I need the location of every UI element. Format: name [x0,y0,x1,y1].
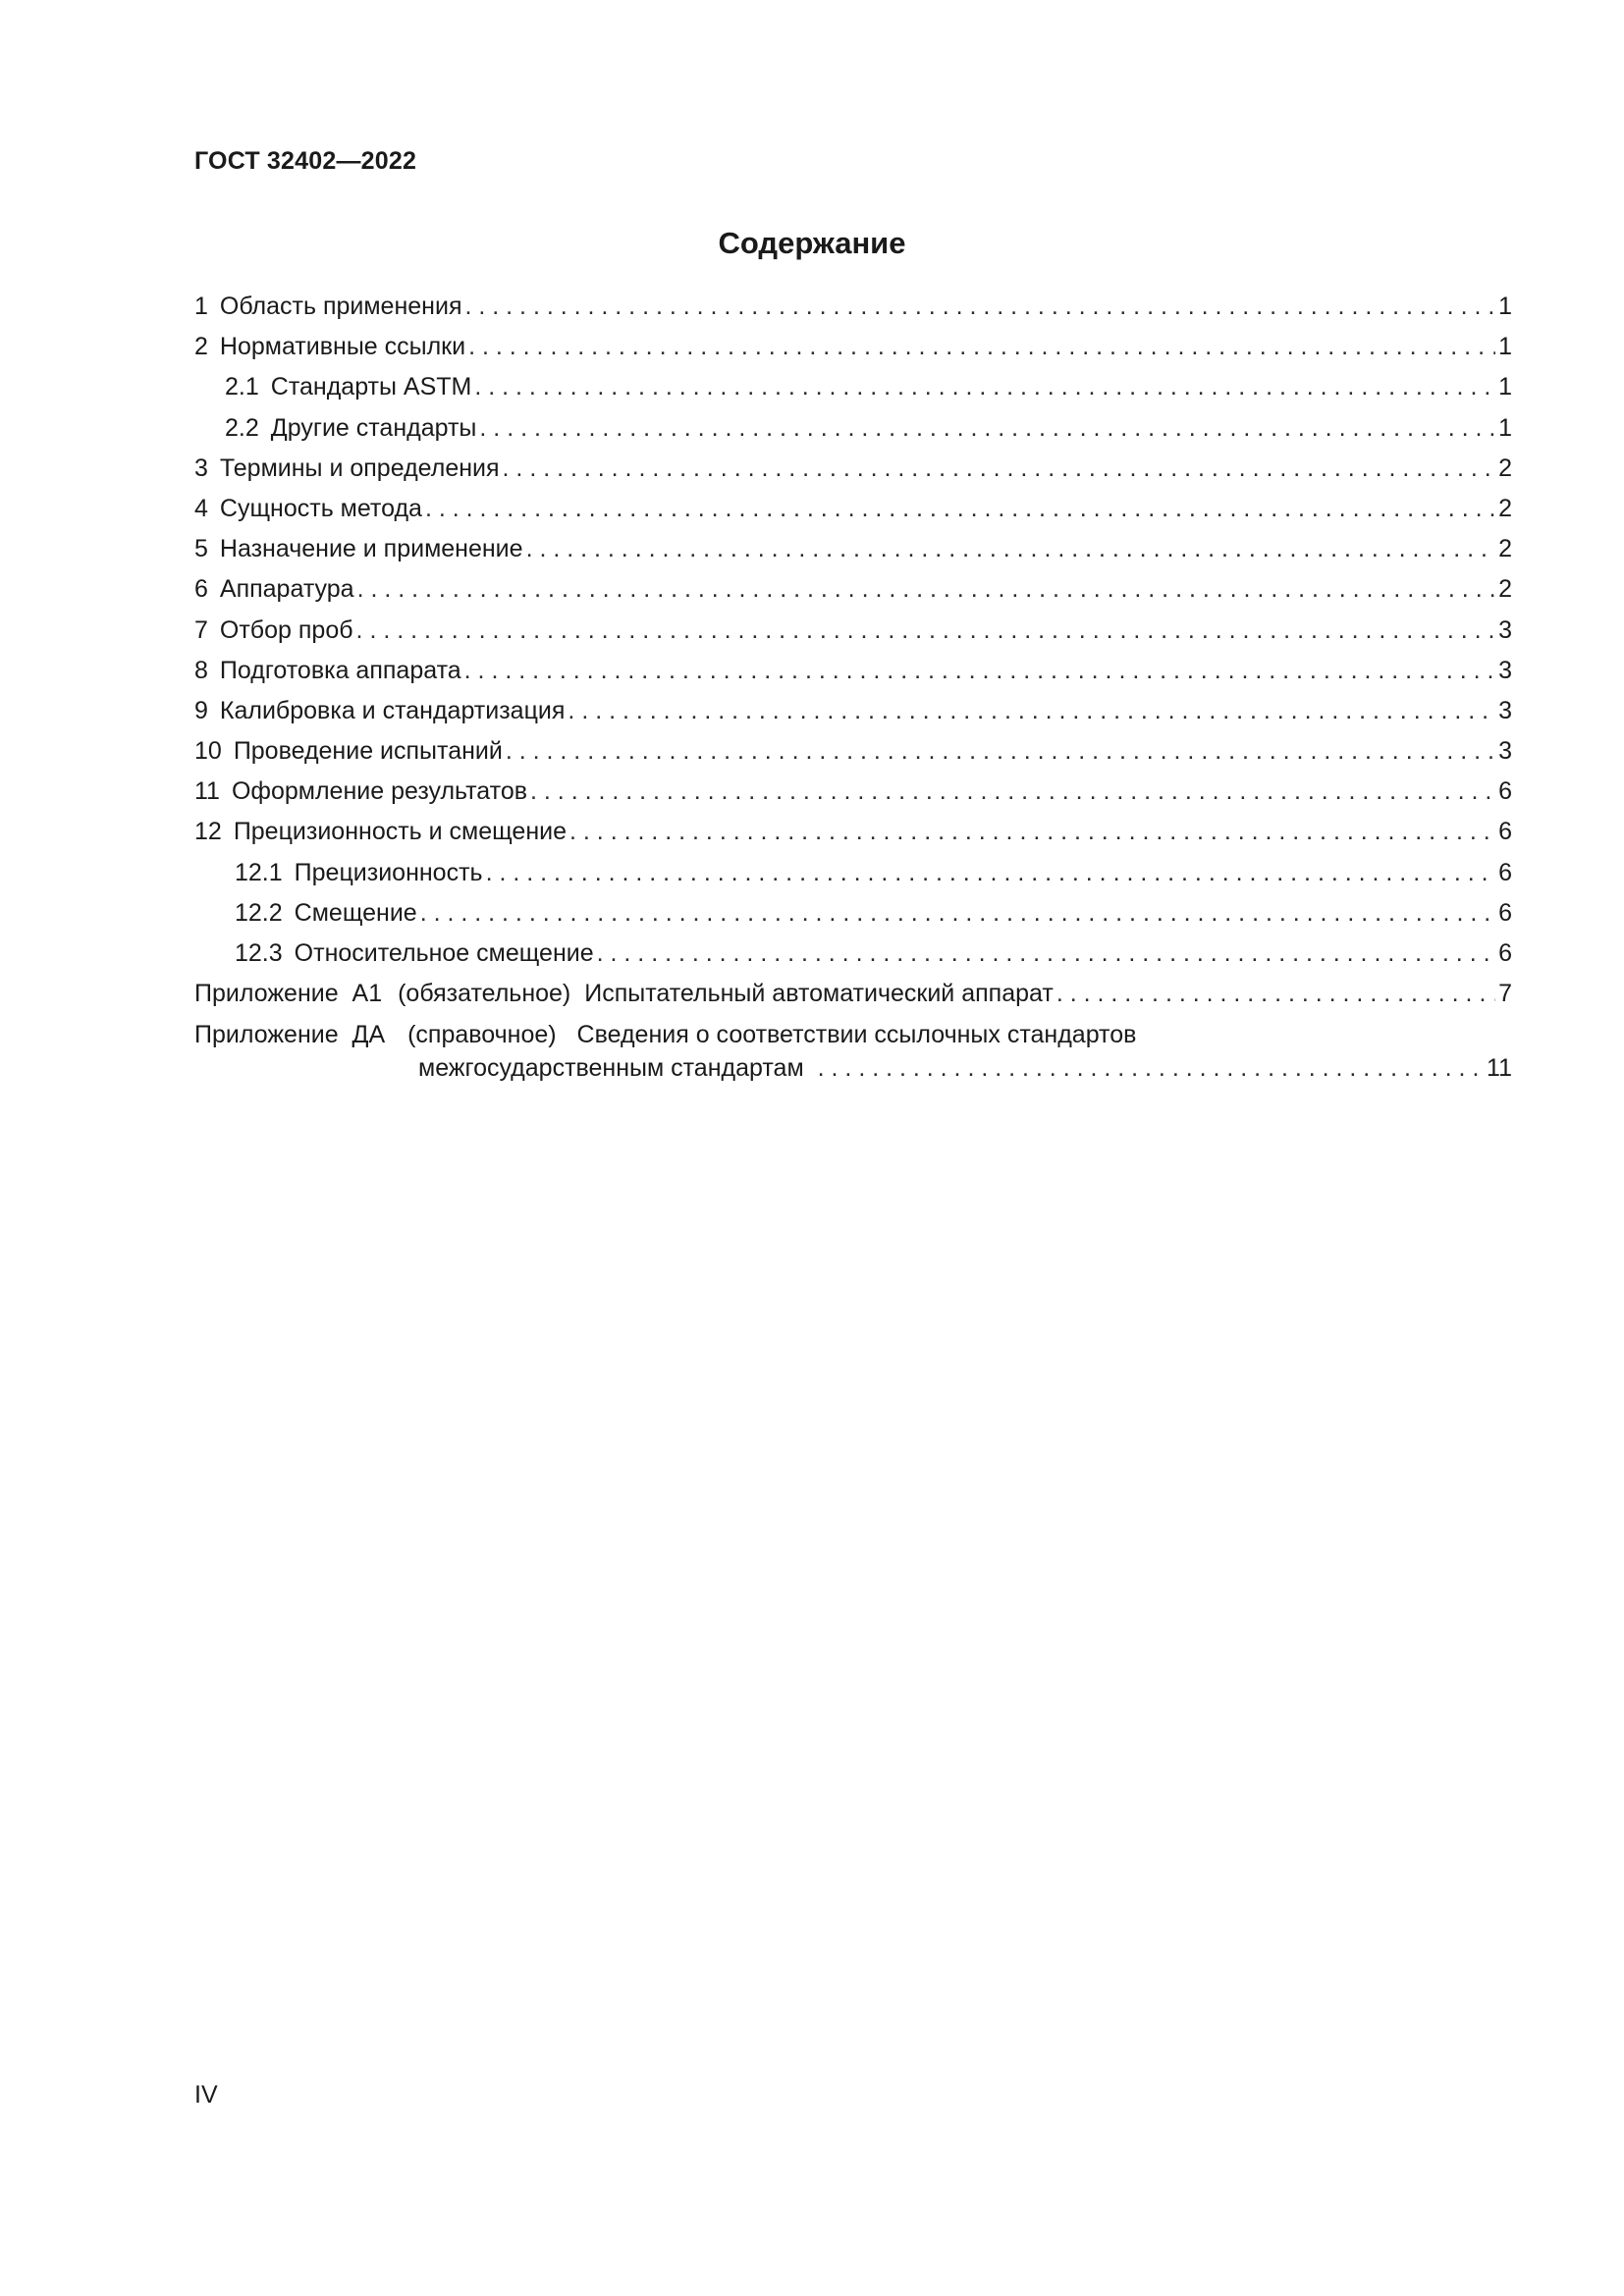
toc-entry-page: 3 [1498,737,1512,766]
toc-entry-label: Сущность метода [219,494,422,522]
toc-entry-number: 12 [194,818,222,846]
toc-entry-label: Смещение [294,898,417,927]
toc-entry-page: 2 [1498,535,1512,563]
toc-leader-dots [425,489,1495,529]
toc-entry-page: 1 [1498,333,1512,361]
toc-leader-dots [597,934,1495,974]
toc-entry-page: 6 [1498,939,1512,967]
toc-entry-page: 1 [1498,413,1512,442]
toc-entry-12-3[interactable] [194,934,1512,974]
toc-entry-label: Прецизионность [294,858,483,886]
toc-entry-page: 11 [1487,1054,1512,1083]
toc-leader-dots [568,691,1495,731]
toc-entry-number: 11 [194,777,220,806]
toc-entry-4[interactable] [194,489,1512,529]
toc-entry-label: Аппаратура [219,575,354,604]
annex-kind: (обязательное) [398,980,571,1008]
toc-entry-page: 2 [1498,454,1512,482]
toc-entry-label: Стандарты ASTM [270,373,472,401]
toc-entry-page: 3 [1498,696,1512,724]
toc-entry-page: 1 [1498,293,1512,320]
toc-entry-12[interactable] [194,812,1512,852]
toc-entry-number: 2.1 [225,373,259,401]
toc-entry-number: 12.2 [235,898,283,927]
toc-title: Содержание [718,226,906,260]
annex-designation: Приложение ДА [194,1021,386,1049]
toc-entry-page: 2 [1498,494,1512,522]
toc-entry-12-2[interactable] [194,893,1512,934]
toc-leader-dots [357,569,1496,610]
toc-leader-dots [506,731,1495,772]
toc-entry-number: 1 [194,293,208,320]
toc-entry-2-2[interactable] [194,408,1512,449]
toc-leader-dots [464,651,1495,691]
toc-entry-label: Подготовка аппарата [219,656,461,684]
toc-entry-label: Отбор проб [219,615,353,644]
toc-entry-number: 4 [194,494,208,522]
toc-entry-page: 2 [1498,575,1512,604]
toc-entry-10[interactable] [194,731,1512,772]
toc-leader-dots [420,893,1495,934]
annex-kind: (справочное) [407,1021,557,1049]
toc-annex-da[interactable] [194,1018,1512,1085]
toc-entry-label: Оформление результатов [231,777,528,806]
toc-entry-number: 12.1 [235,858,283,886]
toc-entry-label: Термины и определения [219,454,500,482]
standard-designation: ГОСТ 32402—2022 [194,147,417,175]
table-of-contents [194,287,1512,1085]
toc-leader-dots [569,812,1495,852]
toc-entry-number: 8 [194,656,208,684]
toc-leader-dots [356,611,1496,651]
toc-entry-9[interactable] [194,691,1512,731]
toc-entry-page: 6 [1498,858,1512,886]
toc-leader-dots [464,287,1495,327]
toc-leader-dots [526,529,1496,569]
toc-entry-2[interactable] [194,327,1512,367]
toc-entry-5[interactable] [194,529,1512,569]
toc-entry-label: Назначение и применение [219,535,523,563]
annex-designation: Приложение А1 [194,980,383,1008]
toc-entry-number: 6 [194,575,208,604]
toc-entry-page: 3 [1498,656,1512,684]
annex-title: Испытательный автоматический аппарат [584,980,1054,1008]
toc-leader-dots [474,367,1495,407]
annex-title-continuation: межгосударственным стандартам [418,1054,804,1083]
toc-entry-page: 6 [1498,777,1512,806]
toc-entry-label: Прецизионность и смещение [233,818,568,846]
toc-entry-page: 3 [1498,615,1512,644]
toc-entry-number: 3 [194,454,208,482]
toc-leader-dots [530,772,1495,812]
toc-leader-dots [503,449,1496,489]
toc-entry-number: 9 [194,696,208,724]
toc-entry-2-1[interactable] [194,367,1512,407]
toc-entry-label: Нормативные ссылки [219,333,466,361]
annex-title: Сведения о соответствии ссылочных стандартов [576,1021,1137,1049]
toc-entry-8[interactable] [194,651,1512,691]
toc-entry-number: 2 [194,333,208,361]
toc-entry-3[interactable] [194,449,1512,489]
toc-leader-dots [468,327,1495,367]
toc-entry-label: Область применения [219,293,462,320]
toc-leader-dots [818,1051,1484,1085]
toc-entry-number: 2.2 [225,413,259,442]
toc-entry-page: 6 [1498,818,1512,846]
toc-entry-number: 12.3 [235,939,283,967]
toc-leader-dots [486,853,1496,893]
toc-entry-label: Проведение испытаний [233,737,503,766]
toc-entry-7[interactable] [194,611,1512,651]
toc-entry-label: Калибровка и стандартизация [219,696,566,724]
toc-leader-dots [479,408,1495,449]
toc-entry-number: 7 [194,615,208,644]
toc-entry-number: 10 [194,737,222,766]
toc-entry-page: 6 [1498,898,1512,927]
toc-entry-6[interactable] [194,569,1512,610]
toc-entry-label: Относительное смещение [294,939,594,967]
toc-entry-label: Другие стандарты [270,413,477,442]
toc-entry-12-1[interactable] [194,853,1512,893]
toc-annex-a1[interactable] [194,974,1512,1014]
toc-entry-11[interactable] [194,772,1512,812]
toc-entry-page: 7 [1498,980,1512,1008]
toc-entry-number: 5 [194,535,208,563]
toc-entry-1[interactable] [194,287,1512,327]
page-number: IV [194,2081,218,2109]
toc-entry-page: 1 [1498,373,1512,401]
toc-leader-dots [1056,974,1495,1014]
